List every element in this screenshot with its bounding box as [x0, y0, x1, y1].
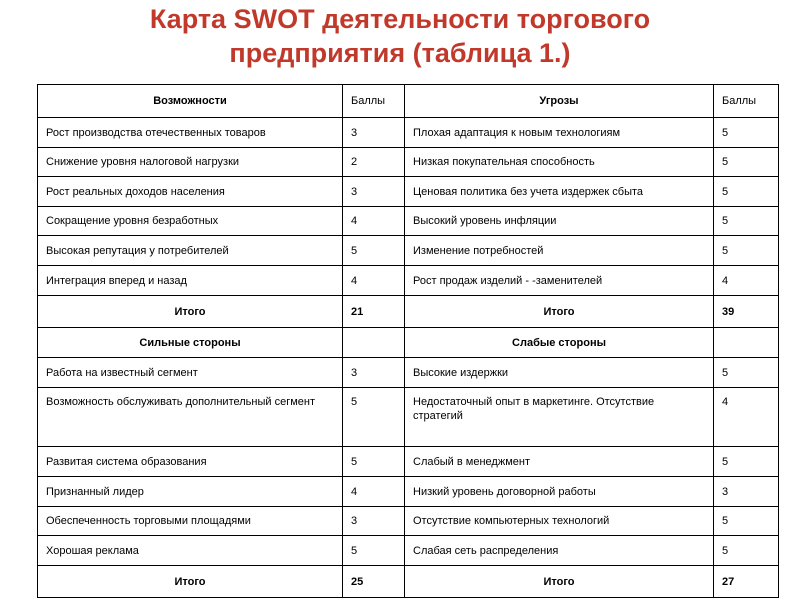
- score-cell: 5: [714, 507, 779, 536]
- strength-cell: Развитая система образования: [38, 447, 343, 477]
- total-row-top: [38, 296, 779, 328]
- header-opportunities: Возможности: [38, 85, 343, 118]
- score-cell: 3: [343, 358, 405, 388]
- score-cell: 5: [714, 148, 779, 177]
- total-threats: 39: [714, 296, 779, 328]
- header-strengths: Сильные стороны: [38, 328, 343, 358]
- score-cell: 2: [343, 148, 405, 177]
- title-line-1: Карта SWOT деятельности торгового: [149, 4, 651, 34]
- score-cell: 5: [343, 447, 405, 477]
- total-label-strengths: Итого: [38, 566, 343, 598]
- header-row-strengths-weaknesses: [38, 328, 779, 358]
- threat-cell: Рост продаж изделий - -заменителей: [405, 266, 714, 296]
- score-cell: 5: [714, 358, 779, 388]
- header-weaknesses: Слабые стороны: [405, 328, 714, 358]
- opportunity-cell: Интеграция вперед и назад: [38, 266, 343, 296]
- score-cell: 5: [714, 118, 779, 148]
- total-label-threats: Итого: [405, 296, 714, 328]
- score-cell: 4: [343, 477, 405, 507]
- header-empty-cell: [714, 328, 779, 358]
- score-cell: 4: [343, 266, 405, 296]
- weakness-cell: Слабый в менеджмент: [405, 447, 714, 477]
- table-row: [38, 536, 779, 566]
- table-row: [38, 207, 779, 236]
- title-line-2: предприятия (таблица 1.): [229, 38, 571, 68]
- score-cell: 5: [343, 236, 405, 266]
- threat-cell: Высокий уровень инфляции: [405, 207, 714, 236]
- opportunity-cell: Высокая репутация у потребителей: [38, 236, 343, 266]
- weakness-cell: Отсутствие компьютерных технологий: [405, 507, 714, 536]
- opportunity-cell: Рост производства отечественных товаров: [38, 118, 343, 148]
- weakness-cell: Слабая сеть распределения: [405, 536, 714, 566]
- table-row: [38, 266, 779, 296]
- score-cell: 4: [343, 207, 405, 236]
- score-cell: 4: [714, 266, 779, 296]
- threat-cell: Ценовая политика без учета издержек сбыта: [405, 177, 714, 207]
- table-row: [38, 177, 779, 207]
- total-row-bottom: [38, 566, 779, 598]
- strength-cell: Хорошая реклама: [38, 536, 343, 566]
- threat-cell: Изменение потребностей: [405, 236, 714, 266]
- header-score-left: Баллы: [343, 85, 405, 118]
- total-label-weaknesses: Итого: [405, 566, 714, 598]
- score-cell: 5: [714, 207, 779, 236]
- table-row: [38, 148, 779, 177]
- weakness-cell: Низкий уровень договорной работы: [405, 477, 714, 507]
- total-label-opportunities: Итого: [38, 296, 343, 328]
- score-cell: 5: [714, 447, 779, 477]
- table-row: [38, 118, 779, 148]
- table-row: [38, 507, 779, 536]
- table-row: [38, 447, 779, 477]
- page-title: [0, 2, 800, 70]
- score-cell: 3: [714, 477, 779, 507]
- table-row: [38, 358, 779, 388]
- strength-cell: Работа на известный сегмент: [38, 358, 343, 388]
- score-cell: 5: [714, 236, 779, 266]
- header-score-right: Баллы: [714, 85, 779, 118]
- header-row-opportunities-threats: [38, 85, 779, 118]
- score-cell: 5: [343, 536, 405, 566]
- threat-cell: Низкая покупательная способность: [405, 148, 714, 177]
- weakness-cell: Недостаточный опыт в маркетинге. Отсутствие стратегий: [405, 388, 714, 447]
- table-row: [38, 388, 779, 447]
- strength-cell: Признанный лидер: [38, 477, 343, 507]
- score-cell: 5: [343, 388, 405, 447]
- swot-table: [37, 84, 779, 598]
- total-weaknesses: 27: [714, 566, 779, 598]
- table-row: [38, 236, 779, 266]
- opportunity-cell: Снижение уровня налоговой нагрузки: [38, 148, 343, 177]
- score-cell: 5: [714, 536, 779, 566]
- header-threats: Угрозы: [405, 85, 714, 118]
- score-cell: 5: [714, 177, 779, 207]
- score-cell: 3: [343, 507, 405, 536]
- table-row: [38, 477, 779, 507]
- threat-cell: Плохая адаптация к новым технологиям: [405, 118, 714, 148]
- weakness-cell: Высокие издержки: [405, 358, 714, 388]
- total-opportunities: 21: [343, 296, 405, 328]
- score-cell: 4: [714, 388, 779, 447]
- opportunity-cell: Сокращение уровня безработных: [38, 207, 343, 236]
- strength-cell: Возможность обслуживать дополнительный сегмент: [38, 388, 343, 447]
- opportunity-cell: Рост реальных доходов населения: [38, 177, 343, 207]
- score-cell: 3: [343, 177, 405, 207]
- strength-cell: Обеспеченность торговыми площадями: [38, 507, 343, 536]
- score-cell: 3: [343, 118, 405, 148]
- header-empty-cell: [343, 328, 405, 358]
- total-strengths: 25: [343, 566, 405, 598]
